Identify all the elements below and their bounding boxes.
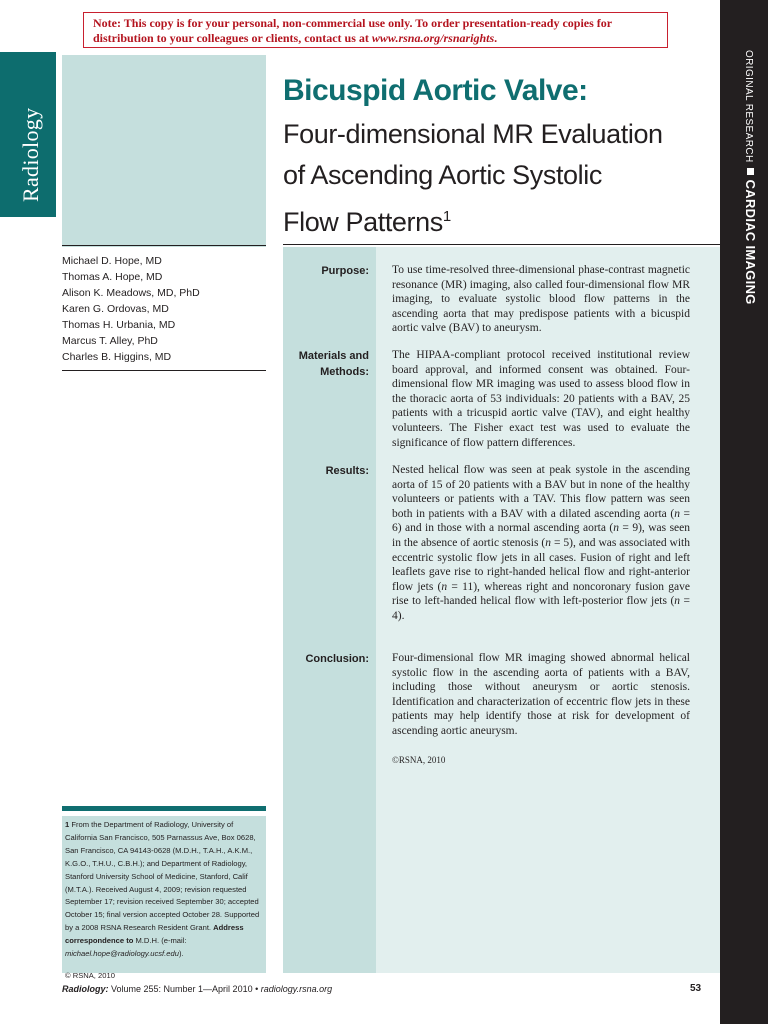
rights-link[interactable]: www.rsna.org/rsnarights [371,31,495,45]
n-symbol: n [674,507,680,520]
title-line: Flow Patterns [283,207,443,237]
purpose-text: To use time-resolved three-dimensional phase-contrast magnetic resonance (MR) imaging, also called four-dimensional flow MR imaging, to evaluate systolic blood flow patterns in the ascending aorta that may predispose patients with a bicuspid aortic valve (BAV) to aneurysm. [392,264,690,335]
results-segment: Nested helical flow was seen at peak systole in the ascending aorta of 15 of 20 patients with a BAV but in none of the healthy volunteers or patients with a TAV. This flow pattern was seen both in patients with a BAV with a dilated ascending aorta ( [392,464,690,520]
divider [62,245,266,246]
results-segment: = 4). [392,595,690,622]
conclusion-label: Conclusion: [305,653,369,665]
author-name: Thomas A. Hope, MD [62,271,163,283]
title-divider [283,244,720,245]
conclusion-text: Four-dimensional flow MR imaging showed abnormal helical systolic flow in the ascending aorta of patients with a BAV, including those without aneurysm or aortic stenosis. Identification and characterization of eccentric flow jets in these patients may help identify those at risk for development of ascending aortic aneurysm. [392,652,690,737]
title-line: of Ascending Aortic Systolic [283,160,602,190]
section-label [741,50,759,305]
divider [62,370,266,371]
footnote-copyright: © RSNA, 2010 [65,970,115,980]
title-line: Four-dimensional MR Evaluation [283,119,663,149]
journal-logo: Radiology [18,107,43,202]
copyright-notice [83,12,668,48]
journal-brand-strip [0,52,56,217]
correspondence-label: Address correspondence to [65,923,244,946]
author-name: Michael D. Hope, MD [62,255,162,267]
footnote-bar [62,806,266,811]
article-type: ORIGINAL RESEARCH [743,50,754,163]
notice-text-2: distribution to your colleagues or clients, contact us at [93,31,372,45]
article-topic: CARDIAC IMAGING [743,179,758,305]
notice-text-1: Note: This copy is for your personal, non-commercial use only. To order presentation-ready copies for [93,16,613,30]
author-name: Alison K. Meadows, MD, PhD [62,287,200,299]
email-link[interactable]: michael.hope@radiology.ucsf.edu [65,949,179,959]
author-name: Marcus T. Alley, PhD [62,335,158,347]
methods-text: The HIPAA-compliant protocol received institutional review board approval, and informed consent was obtained. Four-dimensional flow MR imaging was used to assess blood flow in the thoracic aorta of 53 individuals: 20 patients with a BAV, 25 patients with a tricuspid aortic valve (TAV), and eight healthy volunteers. The Fisher exact test was used to evaluate the significance of flow pattern differences. [392,349,690,449]
n-symbol: n [674,595,681,608]
results-segment: = 6) and in those with a normal ascending aorta ( [392,507,690,535]
author-name: Charles B. Higgins, MD [62,351,172,363]
correspondence-text: M.D.H. (e-mail: [133,936,187,946]
purpose-label: Purpose: [321,265,369,277]
methods-label-line: Methods: [320,366,369,378]
results-label: Results: [325,465,369,477]
results-segment: = 11), whereas right and noncoronary fusion gave rise to left-handed helical flow with left-posterior flow jets ( [392,580,690,608]
page-footer [62,984,332,994]
abstract-copyright: ©RSNA, 2010 [392,755,446,765]
title-line-last [283,196,703,243]
title-main: Bicuspid Aortic Valve: [283,74,588,107]
methods-label-line: Materials and [298,350,369,362]
n-symbol: n [441,580,448,593]
footnote-text: From the Department of Radiology, University of California San Francisco, 505 Parnassus Ave, Box 0628, San Francisco, CA 94143-0628 (M.D.H., T.A.H., A.K.M., K.G.O., T.H.U., C.B.H.); and Department of Radiology, Stanford University School of Medicine, Stanford, Calif (M.T.A.). Received August 4, 2009; revision requested September 17; revision received September 30; accepted October 15; final version accepted October 28. Supported by a 2008 RSNA Research Resident Grant. [65,820,260,933]
author-name: Thomas H. Urbania, MD [62,319,176,331]
affiliation-footnote [62,816,266,980]
results-segment: = 5), and was associated with eccentric systolic flow jets in all cases. Fusion of right and left leaflets gave rise to right-handed helical flow and right-anterior flow jets ( [392,536,690,593]
title-subtitle [283,114,703,243]
footnote-body [65,819,263,961]
journal-site-link[interactable]: radiology.rsna.org [260,984,333,994]
author-name: Karen G. Ordovas, MD [62,303,169,315]
footnote-marker: 1 [442,208,451,225]
results-segment: = 9), was seen in the absence of aortic stenosis ( [392,522,690,549]
n-symbol: n [545,536,551,549]
section-sidebar [720,0,768,1024]
square-bullet-icon [747,168,754,175]
header-panel [62,55,266,247]
correspondence-end: ). [178,949,184,959]
article-title [283,72,703,243]
n-symbol: n [613,522,619,535]
notice-end: . [494,31,498,45]
journal-name: Radiology: [62,984,109,994]
results-text [392,463,690,624]
page-number: 53 [690,983,702,994]
issue-info: Volume 255: Number 1—April 2010 [108,984,253,994]
footnote-mark: 1 [65,820,70,829]
author-list [62,253,266,365]
methods-label [283,348,369,380]
bullet-icon: • [255,984,259,994]
abstract-box [283,247,720,973]
